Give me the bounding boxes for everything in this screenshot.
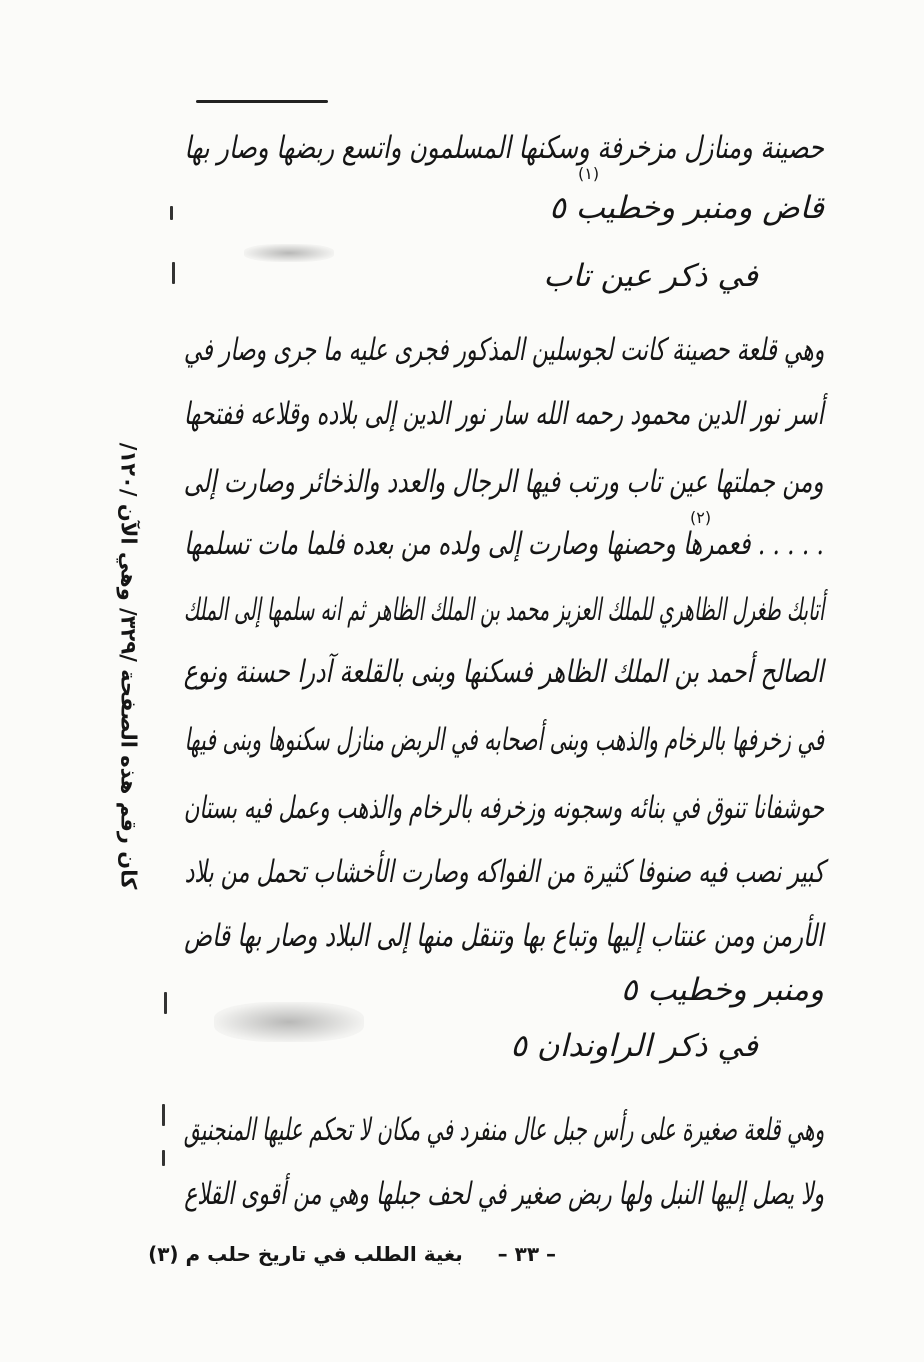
manuscript-line-6: ومن جملتها عين تاب ورتب فيها الرجال والعدد والذخائر وصارت إلى	[184, 464, 824, 500]
page-number: – ٣٣ –	[497, 1242, 556, 1266]
footnote-mark-1: (١)	[578, 164, 600, 183]
manuscript-line-10: في زخرفها بالرخام والذهب وبنى أصحابه في الربض منازل سكنوها وبنى فيها	[184, 722, 824, 758]
margin-tick	[162, 1104, 165, 1126]
page-footer	[136, 1242, 556, 1266]
ink-smudge	[244, 244, 334, 262]
manuscript-line-4: وهي قلعة حصينة كانت لجوسلين المذكور فجرى عليه ما جرى وصار في	[183, 332, 824, 368]
margin-tick	[172, 262, 175, 284]
margin-tick	[164, 992, 167, 1014]
margin-tick	[162, 1150, 165, 1166]
manuscript-line-9: الصالح أحمد بن الملك الظاهر فسكنها وبنى بالقلعة آدرا حسنة ونوع	[184, 654, 824, 690]
footnote-mark-2: (٢)	[690, 508, 712, 527]
ink-smudge	[214, 1002, 364, 1042]
manuscript-line-17: ولا يصل إليها النبل ولها ربض صغير في لحف جبلها وهي من أقوى القلاع	[184, 1176, 824, 1212]
manuscript-line-2: قاض ومنبر وخطيب ٥	[549, 190, 824, 226]
margin-tick	[170, 206, 173, 220]
manuscript-line-13: الأرمن ومن عنتاب إليها وتباع بها وتنقل منها إلى البلاد وصار بها قاض	[184, 918, 824, 954]
section-heading-rawandan: في ذكر الراوندان ٥	[510, 1028, 758, 1064]
top-rule	[196, 100, 328, 103]
manuscript-line-12: كبير نصب فيه صنوفا كثيرة من الفواكه وصارت الأخشاب تحمل من بلاد	[184, 854, 824, 890]
manuscript-line-7: . . . . . فعمرها وحصنها وصارت إلى ولده من بعده فلما مات تسلمها	[184, 526, 824, 562]
margin-page-note-text: كان رقم هذه الصفحة /٣٢٩/ وهي الآن /١٢٠/	[116, 442, 141, 890]
manuscript-line-8: أتابك طغرل الظاهري للملك العزيز محمد بن الملك الظاهر ثم انه سلمها إلى الملك	[183, 592, 824, 628]
manuscript-line-16: وهي قلعة صغيرة على رأس جبل عال منفرد في مكان لا تحكم عليها المنجنيق	[183, 1112, 824, 1148]
manuscript-line-14: ومنبر وخطيب ٥	[620, 972, 824, 1008]
book-title-footer: بغية الطلب في تاريخ حلب م (٣)	[148, 1242, 463, 1266]
manuscript-line-11: حوشفانا تنوق في بنائه وسجونه وزخرفه بالرخام والذهب وعمل فيه بستان	[183, 790, 824, 826]
manuscript-line-1: حصينة ومنازل مزخرفة وسكنها المسلمون واتسع ربضها وصار بها	[184, 130, 824, 166]
manuscript-line-5: أسر نور الدين محمود رحمه الله سار نور الدين إلى بلاده وقلاعه ففتحها	[184, 396, 824, 432]
section-heading-ain-tab: في ذكر عين تاب	[543, 258, 758, 294]
margin-page-note	[88, 442, 168, 890]
